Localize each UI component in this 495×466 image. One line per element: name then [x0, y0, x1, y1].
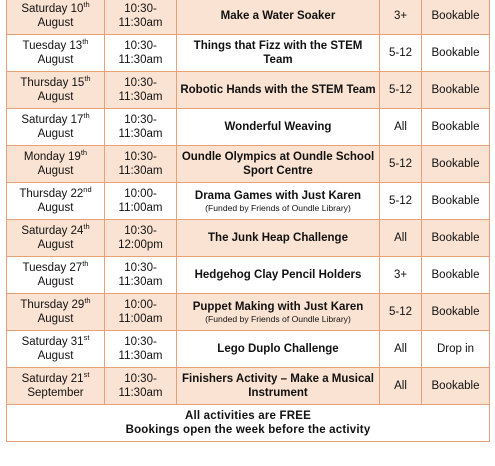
date-cell — [7, 0, 105, 35]
table-row — [7, 109, 490, 146]
time-end: 11:30am — [118, 165, 163, 177]
time-start: 10:30- — [124, 373, 157, 385]
status-cell: Bookable — [422, 294, 490, 331]
table-row — [7, 72, 490, 109]
date-ordinal: nd — [83, 185, 92, 195]
time-start: 10:30- — [124, 114, 157, 126]
age-cell: 5-12 — [380, 294, 422, 331]
activity-title: Things that Fizz with the STEM Team — [193, 40, 363, 66]
time-cell — [105, 183, 177, 220]
date-day: Tuesday 27 — [22, 262, 83, 274]
time-start: 10:00- — [124, 299, 157, 311]
date-day: Saturday 31 — [21, 336, 84, 348]
time-start: 10:30- — [124, 336, 157, 348]
date-month: August — [37, 128, 74, 140]
status-cell: Bookable — [422, 257, 490, 294]
status-cell: Bookable — [422, 183, 490, 220]
age-cell: 3+ — [380, 257, 422, 294]
table-row — [7, 331, 490, 368]
date-day: Thursday 15 — [20, 77, 85, 89]
date-cell — [7, 257, 105, 294]
date-ordinal: th — [82, 37, 89, 47]
time-start: 10:30- — [124, 3, 157, 15]
table-row — [7, 0, 490, 35]
time-start: 10:30- — [124, 151, 157, 163]
date-month: August — [37, 202, 74, 214]
activity-title: Robotic Hands with the STEM Team — [180, 84, 376, 96]
date-cell — [7, 294, 105, 331]
status-cell: Bookable — [422, 0, 490, 35]
date-ordinal: th — [84, 74, 91, 84]
activity-title: The Junk Heap Challenge — [208, 232, 348, 244]
time-cell — [105, 368, 177, 405]
status-cell: Bookable — [422, 368, 490, 405]
age-cell: All — [380, 220, 422, 257]
activity-title: Oundle Olympics at Oundle School Sport Centre — [181, 151, 375, 177]
time-start: 10:30- — [124, 40, 157, 52]
date-ordinal: th — [80, 148, 88, 158]
time-start: 10:30- — [124, 225, 157, 237]
time-cell — [105, 72, 177, 109]
date-line — [9, 76, 102, 90]
time-start: 10:30- — [124, 77, 157, 89]
date-ordinal: th — [82, 259, 89, 269]
age-cell: All — [380, 109, 422, 146]
schedule-body — [7, 0, 490, 405]
time-cell — [105, 35, 177, 72]
date-day: Monday 19 — [23, 151, 81, 163]
footer-cell — [7, 405, 490, 442]
activity-title: Lego Duplo Challenge — [217, 343, 339, 355]
date-ordinal: th — [83, 222, 90, 232]
activity-cell — [177, 0, 380, 35]
date-day: Saturday 10 — [21, 3, 84, 15]
date-cell — [7, 368, 105, 405]
time-cell — [105, 257, 177, 294]
date-cell — [7, 109, 105, 146]
time-end: 12:00pm — [118, 239, 163, 251]
activity-title: Drama Games with Just Karen — [194, 189, 362, 202]
time-end: 11:30am — [118, 54, 163, 66]
status-cell: Bookable — [422, 220, 490, 257]
time-cell — [105, 109, 177, 146]
date-line — [9, 2, 102, 16]
time-end: 11:00am — [118, 313, 163, 325]
date-ordinal: th — [83, 0, 90, 10]
table-row — [7, 146, 490, 183]
date-line — [9, 187, 102, 201]
date-month: August — [37, 54, 74, 66]
date-ordinal: st — [83, 333, 90, 343]
table-row — [7, 294, 490, 331]
status-cell: Bookable — [422, 109, 490, 146]
time-start: 10:00- — [124, 188, 157, 200]
activity-cell — [177, 220, 380, 257]
age-cell: 5-12 — [380, 72, 422, 109]
activity-title: Hedgehog Clay Pencil Holders — [194, 269, 362, 281]
activity-title: Puppet Making with Just Karen — [192, 300, 364, 313]
age-cell: 5-12 — [380, 35, 422, 72]
date-cell — [7, 35, 105, 72]
age-cell: 3+ — [380, 0, 422, 35]
age-cell: 5-12 — [380, 146, 422, 183]
status-cell: Drop in — [422, 331, 490, 368]
time-start: 10:30- — [124, 262, 157, 274]
activity-cell — [177, 368, 380, 405]
date-cell — [7, 331, 105, 368]
time-end: 11:30am — [118, 91, 163, 103]
status-cell: Bookable — [422, 146, 490, 183]
status-cell: Bookable — [422, 35, 490, 72]
time-cell — [105, 146, 177, 183]
date-month: August — [37, 17, 74, 29]
date-cell — [7, 146, 105, 183]
footer-line-free: All activities are FREE — [184, 410, 312, 422]
date-month: August — [37, 276, 74, 288]
table-row — [7, 368, 490, 405]
time-end: 11:30am — [118, 387, 163, 399]
date-month: September — [27, 387, 84, 399]
date-line — [9, 372, 102, 386]
date-line — [9, 150, 102, 164]
age-cell: 5-12 — [380, 183, 422, 220]
date-ordinal: th — [84, 296, 91, 306]
time-end: 11:30am — [118, 276, 163, 288]
date-cell — [7, 183, 105, 220]
activity-schedule-table — [6, 0, 490, 442]
date-cell — [7, 72, 105, 109]
table-row — [7, 220, 490, 257]
date-month: August — [37, 350, 74, 362]
activity-title: Wonderful Weaving — [224, 121, 332, 133]
activity-cell — [177, 257, 380, 294]
activity-cell — [177, 35, 380, 72]
table-row — [7, 183, 490, 220]
activity-note: (Funded by Friends of Oundle Library) — [205, 202, 351, 213]
date-day: Thursday 22 — [19, 188, 84, 200]
time-end: 11:30am — [118, 17, 163, 29]
time-cell — [105, 331, 177, 368]
activity-cell — [177, 183, 380, 220]
date-day: Thursday 29 — [20, 299, 85, 311]
time-end: 11:30am — [118, 350, 163, 362]
date-line — [9, 39, 102, 53]
date-month: August — [37, 313, 74, 325]
date-line — [9, 335, 102, 349]
date-line — [9, 298, 102, 312]
footer-row — [7, 405, 490, 442]
date-day: Saturday 17 — [21, 114, 84, 126]
activity-cell — [177, 331, 380, 368]
date-day: Tuesday 13 — [22, 40, 83, 52]
activity-title: Finishers Activity – Make a Musical Instrument — [182, 373, 374, 399]
time-cell — [105, 220, 177, 257]
activity-title: Make a Water Soaker — [220, 10, 336, 22]
date-line — [9, 113, 102, 127]
table-row — [7, 35, 490, 72]
date-day: Saturday 24 — [21, 225, 84, 237]
activity-cell — [177, 109, 380, 146]
date-ordinal: st — [83, 370, 90, 380]
date-month: August — [37, 165, 74, 177]
time-cell — [105, 294, 177, 331]
date-cell — [7, 220, 105, 257]
date-day: Saturday 21 — [21, 373, 84, 385]
activity-cell — [177, 294, 380, 331]
date-ordinal: th — [83, 111, 90, 121]
status-cell: Bookable — [422, 72, 490, 109]
table-row — [7, 257, 490, 294]
date-line — [9, 261, 102, 275]
date-line — [9, 224, 102, 238]
time-end: 11:30am — [118, 128, 163, 140]
age-cell: All — [380, 331, 422, 368]
date-month: August — [37, 91, 74, 103]
age-cell: All — [380, 368, 422, 405]
time-cell — [105, 0, 177, 35]
activity-cell — [177, 146, 380, 183]
activity-cell — [177, 72, 380, 109]
time-end: 11:00am — [118, 202, 163, 214]
date-month: August — [37, 239, 74, 251]
activity-note: (Funded by Friends of Oundle Library) — [205, 313, 351, 324]
footer-line-bookings: Bookings open the week before the activity — [125, 424, 371, 436]
